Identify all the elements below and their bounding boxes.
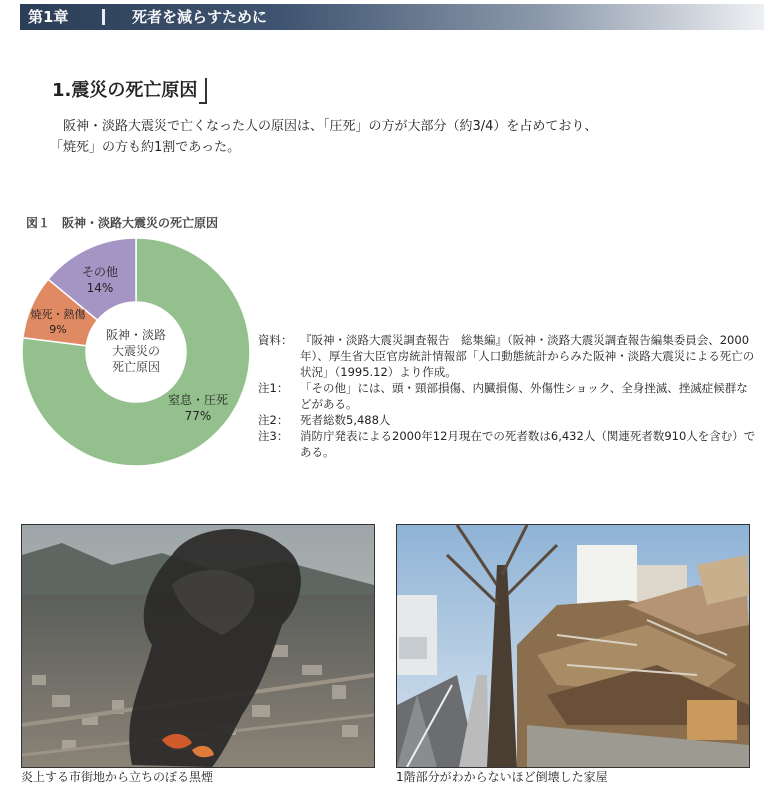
note-label: 注2： bbox=[258, 413, 289, 427]
slice-name-burns: 焼死・熱傷 bbox=[30, 308, 86, 321]
slice-value-other: 14% bbox=[86, 281, 114, 295]
chapter-header-bar bbox=[20, 4, 764, 30]
center-label-line-2: 大震災の bbox=[111, 344, 161, 358]
note-3 bbox=[258, 428, 758, 460]
slice-value-burns: 9% bbox=[49, 323, 67, 336]
note-text: 消防庁発表による2000年12月現在での死者数は6,432人（関連死者数910人を含む）である。 bbox=[300, 429, 756, 459]
note-source bbox=[258, 332, 758, 380]
section-title-text: 1.震災の死亡原因 bbox=[52, 80, 198, 101]
right-photo-caption: 1階部分がわからないほど倒壊した家屋 bbox=[396, 770, 608, 784]
intro-paragraph bbox=[50, 116, 750, 158]
note-1 bbox=[258, 380, 758, 412]
intro-line-1: 阪神・淡路大震災で亡くなった人の原因は、「圧死」の方が大部分（約3/4）を占めており、 bbox=[63, 119, 598, 134]
intro-line-2: 「焼死」の方も約1割であった。 bbox=[50, 140, 241, 155]
title-bracket bbox=[199, 78, 207, 104]
photo-burning-city bbox=[21, 524, 375, 768]
slice-name-other: その他 bbox=[81, 265, 119, 279]
note-text: 「その他」には、頭・頸部損傷、内臓損傷、外傷性ショック、全身挫滅、挫滅症候群などがある。 bbox=[300, 381, 748, 411]
chapter-title: 死者を減らすために bbox=[132, 8, 268, 26]
slice-value-suffocation: 77% bbox=[184, 409, 212, 423]
chapter-divider bbox=[102, 9, 105, 25]
photo-collapsed-houses bbox=[396, 524, 750, 768]
death-cause-donut-chart bbox=[20, 236, 252, 468]
center-label-line-3: 死亡原因 bbox=[111, 360, 161, 374]
section-title bbox=[52, 76, 207, 104]
slice-name-suffocation: 窒息・圧死 bbox=[167, 393, 229, 407]
center-label-line-1: 阪神・淡路 bbox=[105, 328, 167, 342]
note-text: 『阪神・淡路大震災調査報告 総集編』（阪神・淡路大震災調査報告編集委員会、2000年）、厚生省大臣官房統計情報部「人口動態統計からみた阪神・淡路大震災による死亡の状況」（1995.12）より作成。 bbox=[300, 333, 755, 379]
left-photo-caption: 炎上する市街地から立ちのぼる黒煙 bbox=[21, 770, 214, 784]
note-2 bbox=[258, 412, 758, 428]
figure-notes bbox=[258, 332, 758, 460]
figure-title: 図１ 阪神・淡路大震災の死亡原因 bbox=[26, 216, 219, 230]
note-label: 資料： bbox=[258, 333, 293, 347]
chapter-number: 第1章 bbox=[28, 8, 69, 26]
note-text: 死者総数5,488人 bbox=[300, 413, 391, 427]
note-label: 注3： bbox=[258, 429, 289, 443]
note-label: 注1： bbox=[258, 381, 289, 395]
